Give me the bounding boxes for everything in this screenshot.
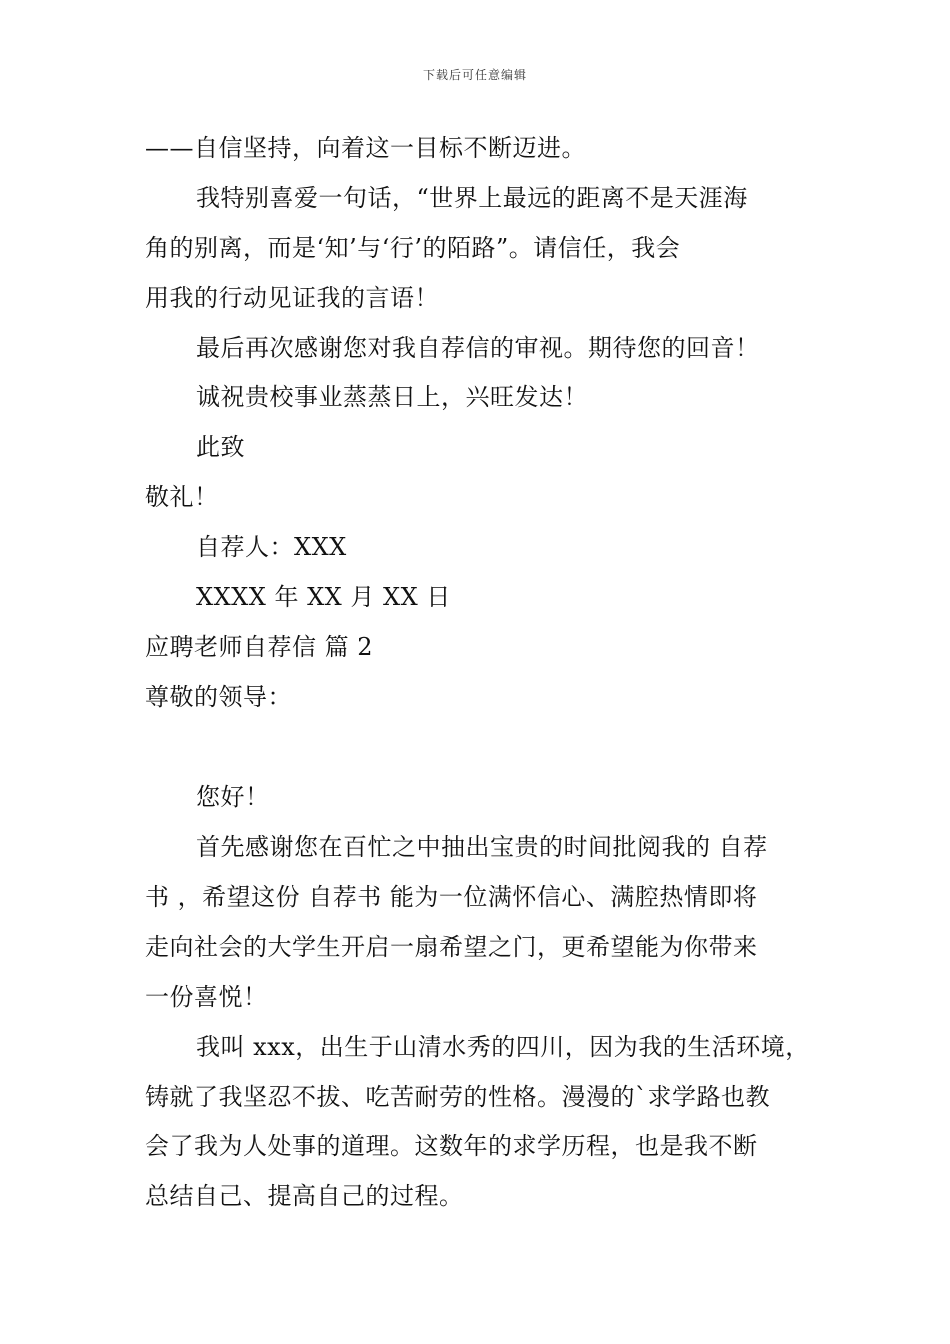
signature-date: XXXX 年 XX 月 XX 日 [196, 583, 451, 611]
text-line: 我特别喜爱一句话，“世界上最远的距离不是天涯海 [196, 184, 748, 212]
text-line: 诚祝贵校事业蒸蒸日上，兴旺发达！ [196, 383, 588, 411]
text-line: 总结自己、提高自己的过程。 [145, 1182, 464, 1210]
text-line: 首先感谢您在百忙之中抽出宝贵的时间批阅我的 自荐 [196, 833, 768, 861]
closing-salutation: 此致 [196, 433, 245, 461]
text-line: ——自信坚持，向着这一目标不断迈进。 [145, 134, 586, 162]
text-line: 走向社会的大学生开启一扇希望之门，更希望能为你带来 [145, 933, 758, 961]
text-line: 最后再次感谢您对我自荐信的审视。期待您的回音！ [196, 334, 760, 362]
signature-name: 自荐人：XXX [196, 533, 347, 561]
text-line: 用我的行动见证我的言语！ [145, 284, 439, 312]
text-line: 角的别离，而是‘知’与‘行’的陌路”。请信任，我会 [145, 234, 681, 262]
text-line: 会了我为人处事的道理。这数年的求学历程，也是我不断 [145, 1132, 758, 1160]
greeting: 您好！ [196, 783, 270, 811]
text-line: 我叫 xxx，出生于山清水秀的四川，因为我的生活环境， [196, 1033, 810, 1061]
page-header-note: 下载后可任意编辑 [422, 68, 527, 82]
closing-regards: 敬礼！ [145, 483, 219, 511]
text-line: 铸就了我坚忍不拔、吃苦耐劳的性格。漫漫的`求学路也教 [145, 1083, 770, 1111]
section-title: 应聘老师自荐信 篇 2 [145, 633, 374, 661]
text-line: 一份喜悦！ [145, 983, 268, 1011]
text-line: 书 ，希望这份 自荐书 能为一位满怀信心、满腔热情即将 [145, 883, 758, 911]
greeting-recipient: 尊敬的领导： [145, 683, 292, 711]
